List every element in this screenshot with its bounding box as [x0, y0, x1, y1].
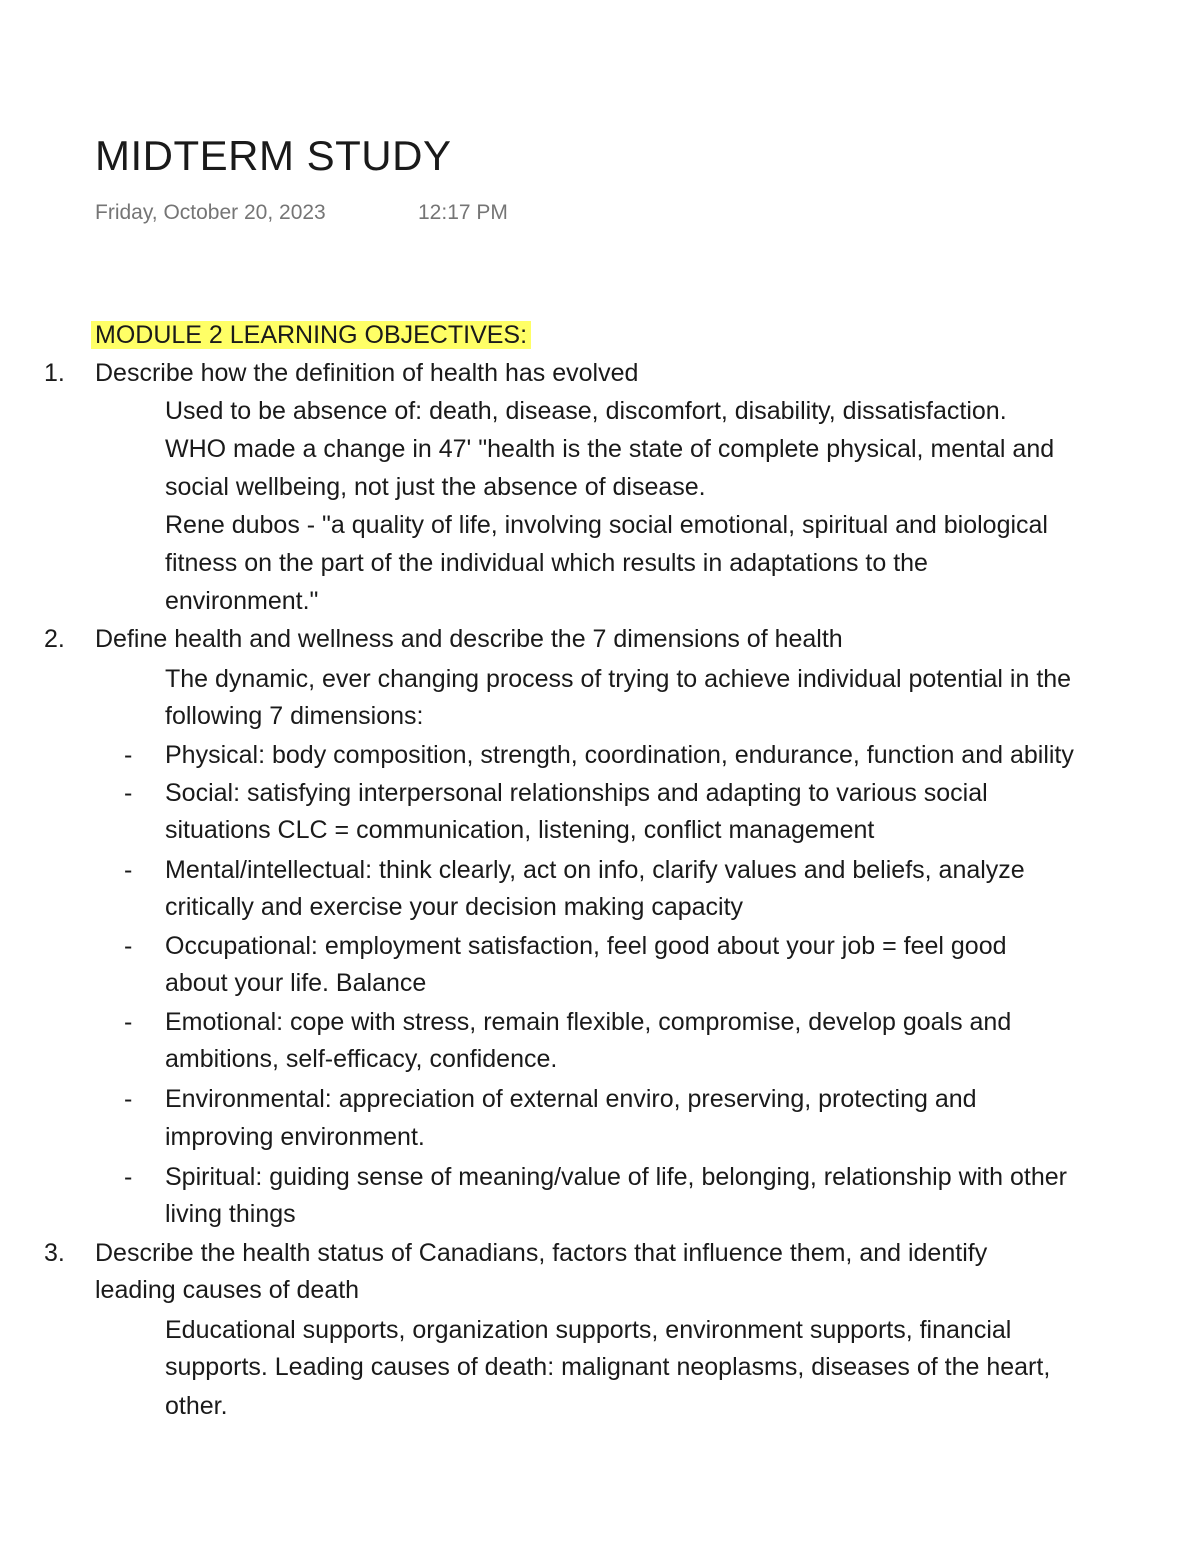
objective-2-intro-line-1: The dynamic, ever changing process of trying to achieve individual potential in the — [165, 665, 1072, 693]
dimension-occupational-line-1: Occupational: employment satisfaction, feel good about your job = feel good — [165, 932, 1007, 960]
objective-3-note-line-1: Educational supports, organization supports, environment supports, financial — [165, 1316, 1012, 1344]
objective-1-note-3-line-2: fitness on the part of the individual which results in adaptations to the — [165, 549, 928, 577]
page-title: MIDTERM STUDY — [95, 132, 452, 179]
objective-1-note-3-line-3: environment." — [165, 587, 319, 615]
bullet-dash: - — [124, 1008, 133, 1036]
objective-1-note-1: Used to be absence of: death, disease, discomfort, disability, dissatisfaction. — [165, 397, 1007, 425]
dimension-mental-line-1: Mental/intellectual: think clearly, act on info, clarify values and beliefs, analyze — [165, 856, 1025, 884]
note-date: Friday, October 20, 2023 — [95, 201, 326, 224]
objective-2-intro-line-2: following 7 dimensions: — [165, 702, 424, 730]
dimension-mental-line-2: critically and exercise your decision making capacity — [165, 893, 744, 921]
objective-1-note-3-line-1: Rene dubos - "a quality of life, involving social emotional, spiritual and biological — [165, 511, 1048, 539]
dimension-environmental-line-2: improving environment. — [165, 1123, 425, 1151]
dimension-spiritual-line-2: living things — [165, 1200, 296, 1228]
objective-1-note-2-line-1: WHO made a change in 47' "health is the state of complete physical, mental and — [165, 435, 1055, 463]
dimension-spiritual-line-1: Spiritual: guiding sense of meaning/value of life, belonging, relationship with other — [165, 1163, 1067, 1191]
dimension-physical: Physical: body composition, strength, coordination, endurance, function and ability — [165, 741, 1074, 769]
objective-2-marker: 2. — [44, 625, 65, 653]
objective-1-title: Describe how the definition of health has evolved — [95, 359, 639, 387]
objective-3-note-line-2: supports. Leading causes of death: malignant neoplasms, diseases of the heart, — [165, 1353, 1051, 1381]
objective-3-title-line-2: leading causes of death — [95, 1276, 360, 1304]
bullet-dash: - — [124, 932, 133, 960]
note-time: 12:17 PM — [418, 201, 508, 224]
dimension-social-line-2: situations CLC = communication, listening, conflict management — [165, 816, 875, 844]
dimension-occupational-line-2: about your life. Balance — [165, 969, 427, 997]
objective-2-title: Define health and wellness and describe the 7 dimensions of health — [95, 625, 843, 653]
objective-1-note-2-line-2: social wellbeing, not just the absence of disease. — [165, 473, 706, 501]
dimension-emotional-line-1: Emotional: cope with stress, remain flexible, compromise, develop goals and — [165, 1008, 1012, 1036]
bullet-dash: - — [124, 1085, 133, 1113]
section-heading: MODULE 2 LEARNING OBJECTIVES: — [91, 321, 531, 349]
dimension-emotional-line-2: ambitions, self-efficacy, confidence. — [165, 1045, 558, 1073]
dimension-environmental-line-1: Environmental: appreciation of external enviro, preserving, protecting and — [165, 1085, 977, 1113]
objective-3-marker: 3. — [44, 1239, 65, 1267]
bullet-dash: - — [124, 741, 133, 769]
objective-1-marker: 1. — [44, 359, 65, 387]
section-heading-row — [95, 320, 531, 350]
bullet-dash: - — [124, 779, 133, 807]
objective-3-note-line-3: other. — [165, 1392, 228, 1420]
bullet-dash: - — [124, 1163, 133, 1191]
objective-3-title-line-1: Describe the health status of Canadians, factors that influence them, and identify — [95, 1239, 988, 1267]
dimension-social-line-1: Social: satisfying interpersonal relationships and adapting to various social — [165, 779, 988, 807]
bullet-dash: - — [124, 856, 133, 884]
